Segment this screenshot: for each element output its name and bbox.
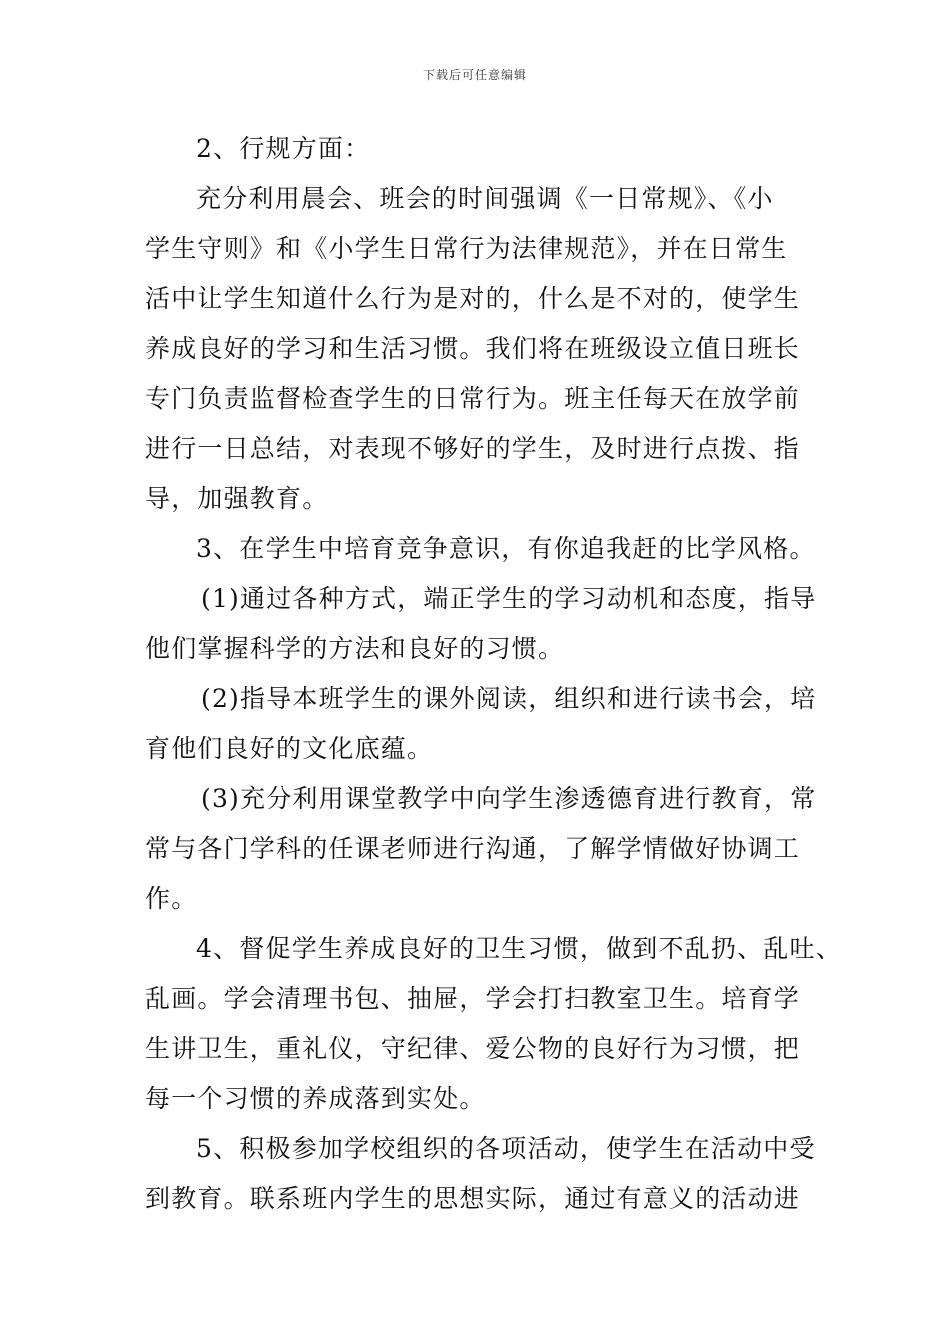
paragraph-line: 养成良好的学习和生活习惯。我们将在班级设立值日班长 — [145, 334, 801, 363]
paragraph-line: 专门负责监督检查学生的日常行为。班主任每天在放学前 — [145, 384, 801, 413]
paragraph-line: 学生守则》和《小学生日常行为法律规范》，并在日常生 — [145, 234, 788, 263]
section-heading-activities: 5、积极参加学校组织的各项活动，使学生在活动中受 — [196, 1134, 816, 1163]
section-heading-hygiene: 4、督促学生养成良好的卫生习惯，做到不乱扔、乱吐、 — [196, 934, 842, 963]
list-item-line: 育他们良好的文化底蕴。 — [145, 734, 434, 763]
page-header-note: 下载后可任意编辑 — [422, 68, 527, 82]
list-item-line: (3)充分利用课堂教学中向学生渗透德育进行教育，常 — [201, 784, 817, 813]
list-item-line: (1)通过各种方式，端正学生的学习动机和态度，指导 — [201, 584, 817, 613]
section-heading-conduct: 2、行规方面： — [196, 134, 371, 163]
paragraph-line: 每一个习惯的养成落到实处。 — [145, 1084, 486, 1113]
section-heading-competition: 3、在学生中培育竞争意识，有你追我赶的比学风格。 — [196, 534, 816, 563]
list-item-line: 他们掌握科学的方法和良好的习惯。 — [145, 634, 565, 663]
paragraph-line: 生讲卫生，重礼仪，守纪律、爱公物的良好行为习惯，把 — [145, 1034, 801, 1063]
paragraph-line: 导，加强教育。 — [145, 484, 329, 513]
paragraph-line: 充分利用晨会、班会的时间强调《一日常规》、《小 — [196, 184, 774, 213]
paragraph-line: 活中让学生知道什么行为是对的，什么是不对的，使学生 — [145, 284, 801, 313]
list-item-line: (2)指导本班学生的课外阅读，组织和进行读书会，培 — [201, 684, 817, 713]
list-item-line: 常与各门学科的任课老师进行沟通，了解学情做好协调工 — [145, 834, 801, 863]
paragraph-line: 乱画。学会清理书包、抽屉，学会打扫教室卫生。培育学 — [145, 984, 801, 1013]
paragraph-line: 到教育。联系班内学生的思想实际，通过有意义的活动进 — [145, 1184, 801, 1213]
list-item-line: 作。 — [145, 884, 198, 913]
paragraph-line: 进行一日总结，对表现不够好的学生，及时进行点拨、指 — [145, 434, 801, 463]
document-body — [145, 124, 842, 1224]
